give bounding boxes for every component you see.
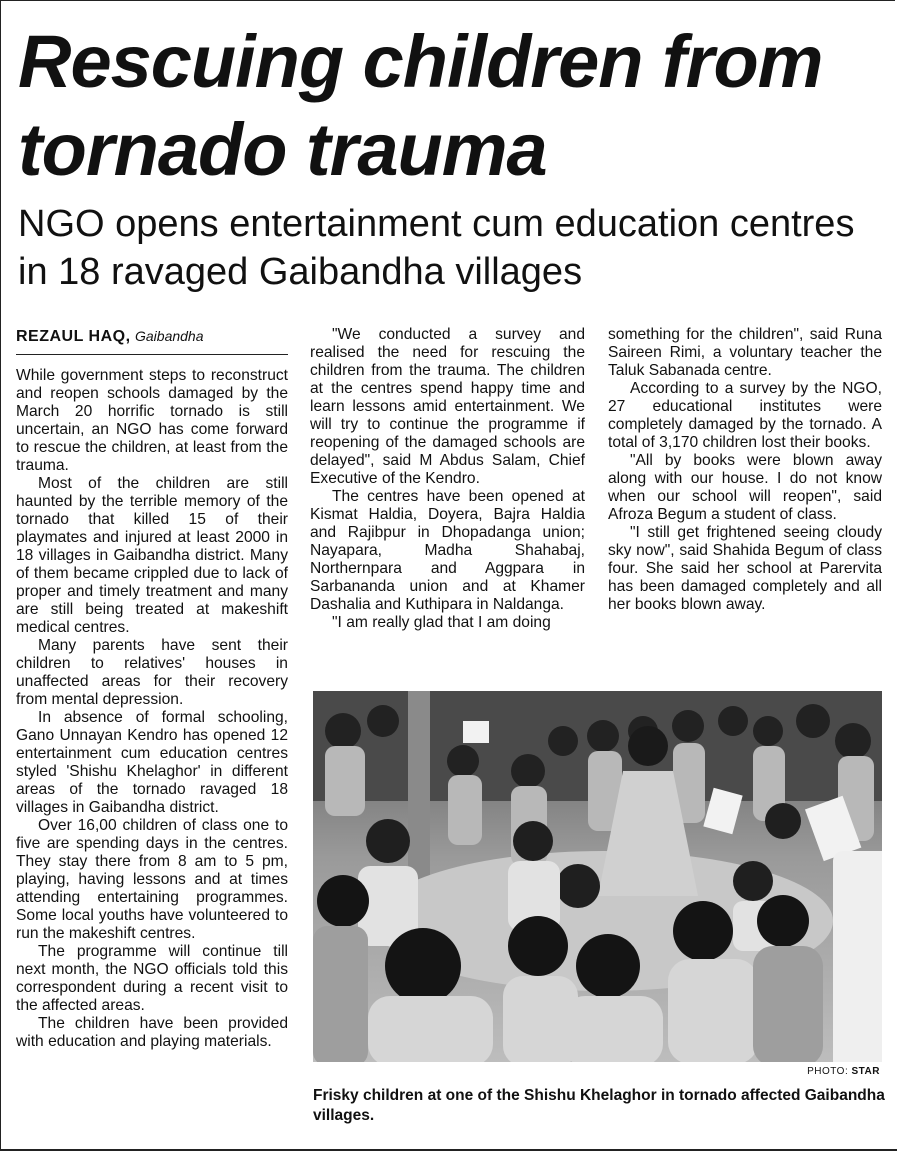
paragraph: The programme will continue till next month, the NGO officials told this correspondent during a recent visit to the affected areas.: [16, 943, 288, 1014]
left-rule: [0, 0, 1, 1151]
top-rule: [0, 0, 895, 1]
byline: [16, 326, 288, 355]
paragraph: "We conducted a survey and realised the need for rescuing the children from the trauma. The children at the centres spend happy time and learn lessons amid entertainment. We will try to continue the programme if reopening of the damaged schools are delayed", said M Abdus Salam, Chief Executive of the Kendro.: [310, 326, 585, 487]
paragraph: In absence of formal schooling, Gano Unnayan Kendro has opened 12 entertainment cum education centres styled 'Shishu Khelaghor' in different areas of the tornado ravaged 18 villages in Gaibandha district.: [16, 709, 288, 816]
paragraph: "I am really glad that I am doing: [332, 614, 551, 631]
byline-author: REZAUL HAQ,: [16, 328, 131, 345]
paragraph: According to a survey by the NGO, 27 educational institutes were completely damaged by the tornado. A total of 3,170 children lost their books.: [608, 380, 882, 451]
headline: Rescuing children from tornado trauma: [18, 20, 823, 191]
paragraph: The centres have been opened at Kismat Haldia, Doyera, Bajra Haldia and Rajibpur in Dhopadanga union; Nayapara, Madha Shahabaj, Northernpara and Aggpara in Sarbananda union and at Khamer Dashalia and Kuthipara in Naldanga.: [310, 488, 585, 613]
paragraph: "I still get frightened seeing cloudy sky now", said Shahida Begum of class four. She said her school at Parervita has been damaged completely and all her books blown away.: [608, 524, 882, 613]
byline-place: Gaibandha: [135, 328, 204, 344]
photo-credit-source: STAR: [851, 1066, 880, 1077]
paragraph: Many parents have sent their children to relatives' houses in unaffected areas for their recovery from mental depression.: [16, 637, 288, 708]
article-column-1: [16, 326, 288, 1051]
paragraph: Most of the children are still haunted by the terrible memory of the tornado that killed 15 of their playmates and injured at least 2000 in 18 villages in Gaibandha district. Many of them became crippled due to lack of proper and timely treatment and many are still being treated at makeshift medical centres.: [16, 475, 288, 636]
subheadline: NGO opens entertainment cum education centres in 18 ravaged Gaibandha villages: [18, 203, 855, 293]
paragraph: While government steps to reconstruct and reopen schools damaged by the March 20 horrific tornado is still uncertain, an NGO has come forward to rescue the children, at least from the trauma.: [16, 367, 288, 474]
news-photo: [313, 691, 882, 1062]
paragraph: Over 16,00 children of class one to five are spending days in the centres. They stay there from 8 am to 5 pm, playing, having lessons and at times attending entertaining programmes. Some local youths have volunteered to run the makeshift centres.: [16, 817, 288, 942]
photo-credit-prefix: PHOTO:: [807, 1066, 849, 1077]
photo-credit: [700, 1066, 880, 1078]
photo-caption: Frisky children at one of the Shishu Khelaghor in tornado affected Gaibandha villages.: [313, 1087, 885, 1124]
paragraph: something for the children", said Runa Saireen Rimi, a voluntary teacher the Taluk Sabanada centre.: [608, 326, 882, 379]
article-column-2: [310, 326, 585, 632]
photo-illustration: [313, 691, 882, 1062]
paragraph: The children have been provided with education and playing materials.: [16, 1015, 288, 1050]
article-column-3: [608, 326, 882, 614]
paragraph: "All by books were blown away along with our house. I do not know when our school will reopen", said Afroza Begum a student of class.: [608, 452, 882, 523]
